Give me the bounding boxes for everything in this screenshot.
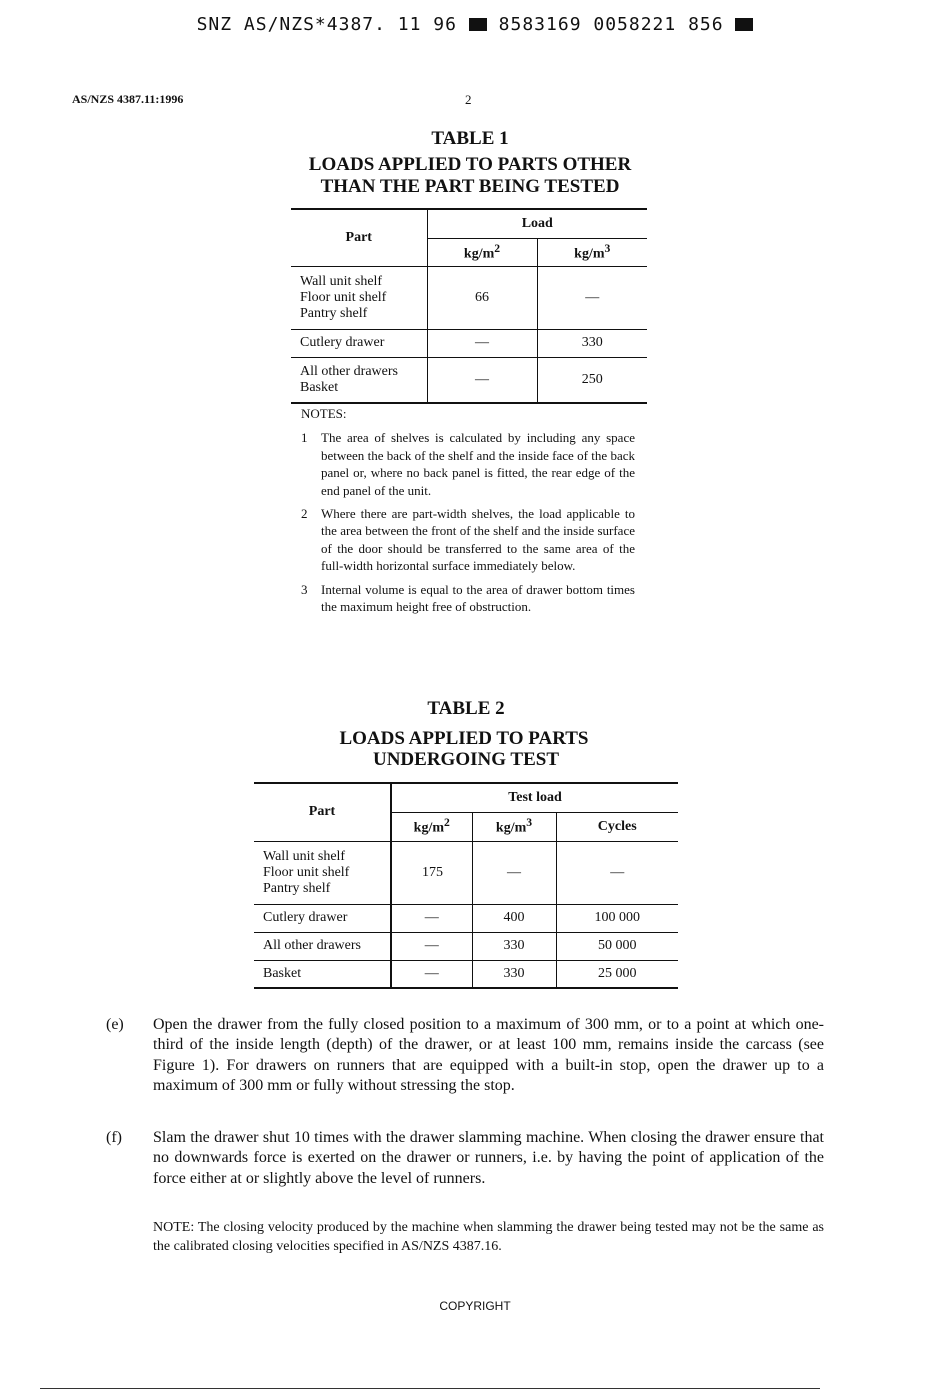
table2-part-cell: Cutlery drawer — [254, 904, 391, 932]
table-row — [254, 960, 678, 988]
table1-notes — [301, 405, 635, 621]
table2-cycles-cell: 50 000 — [598, 938, 637, 953]
table-row — [254, 932, 678, 960]
scan-code-right: 8583169 0058221 856 — [498, 14, 724, 35]
table2-title-line2: UNDERGOING TEST — [372, 749, 559, 770]
step-note: NOTE: The closing velocity produced by the machine when slamming the drawer being tested may not be the same as the calibrated closing velocities specified in AS/NZS 4387.16. — [153, 1220, 824, 1254]
table2-kgm3-cell: — — [472, 841, 556, 904]
note-item — [301, 429, 635, 499]
note-text: Where there are part-width shelves, the load applicable to the area between the front of the shelf and the inside surface of the door should be transferred to the same area of the full-width horizontal surface immediately below. — [321, 506, 635, 574]
table2-cycles-cell: 25 000 — [598, 965, 637, 981]
table2-kgm2-cell: — — [391, 932, 472, 960]
table1-kgm2-cell: — — [427, 329, 537, 357]
step-label: (f) — [106, 1129, 122, 1146]
scan-code-line — [0, 14, 950, 35]
table1-part-cell: All other drawers Basket — [291, 357, 427, 403]
step-label: (e) — [106, 1016, 124, 1033]
table1-kgm3-cell: 330 — [581, 335, 603, 350]
table1-number: TABLE 1 — [431, 128, 509, 149]
table2-kgm2-cell: — — [391, 960, 472, 988]
table1-part-cell: Wall unit shelf Floor unit shelf Pantry shelf — [291, 266, 427, 329]
table1-header-part: Part — [291, 209, 427, 266]
note-item — [301, 505, 635, 575]
scan-block-mark — [469, 18, 487, 31]
table1 — [291, 208, 647, 404]
table-row — [291, 357, 647, 403]
table1-header-load: Load — [427, 209, 647, 238]
step-text: Open the drawer from the fully closed position to a maximum of 300 mm, or to a point at which one-third of the inside length (depth) of the drawer, or at least 100 mm, remains inside the carcass (see Figure 1). For drawers on runners that are equipped with a built-in stop, open the drawer up to a maximum of 300 mm or fully without stressing the stop. — [153, 1016, 824, 1094]
table2-header-cycles: Cycles — [556, 812, 678, 841]
table1-part-cell: Cutlery drawer — [291, 329, 427, 357]
table1-header-kgm3: $kg/m^3$ — [537, 238, 647, 266]
table2-number: TABLE 2 — [427, 698, 505, 719]
note-text: The area of shelves is calculated by including any space between the back of the shelf and the inside face of the back panel or, where no back panel is fitted, the rear edge of the end panel of the unit. — [321, 430, 635, 498]
step-f — [106, 1128, 824, 1189]
copyright-footer: COPYRIGHT — [439, 1299, 511, 1313]
table2-cycles-cell: 100 000 — [594, 910, 640, 925]
table2-kgm3-cell: 330 — [472, 932, 556, 960]
table2-kgm2-cell: 175 — [391, 841, 472, 904]
table-row — [291, 329, 647, 357]
table1-kgm2-cell: 66 — [427, 266, 537, 329]
table2-header-test-load: Test load — [391, 783, 678, 812]
table2 — [254, 782, 678, 989]
table-row — [254, 904, 678, 932]
table1-title-line1: LOADS APPLIED TO PARTS OTHER — [308, 154, 632, 175]
table2-header-kgm3: $kg/m^3$ — [472, 812, 556, 841]
note-text: Internal volume is equal to the area of drawer bottom times the maximum height free of obstruction. — [321, 581, 635, 615]
document-id: AS/NZS 4387.11:1996 — [72, 92, 184, 106]
table2-part-cell: Wall unit shelf Floor unit shelf Pantry shelf — [254, 841, 391, 904]
table2-part-cell: Basket — [254, 960, 391, 988]
note-number: 1 — [301, 430, 308, 446]
table1-header-kgm2: $kg/m^2$ — [427, 238, 537, 266]
table1-kgm3-cell: 250 — [581, 371, 603, 387]
table2-kgm3-cell: 330 — [472, 960, 556, 988]
table2-kgm2-cell: — — [391, 904, 472, 932]
scan-block-mark — [735, 18, 753, 31]
step-e — [106, 1015, 824, 1096]
table2-header-part: Part — [254, 783, 391, 841]
table2-title-line1: LOADS APPLIED TO PARTS — [339, 728, 589, 749]
table2-cycles-cell: — — [610, 864, 625, 880]
table1-kgm2-cell: — — [427, 357, 537, 403]
page-number: 2 — [465, 92, 472, 107]
scan-code-left: SNZ AS/NZS*4387. 11 96 — [196, 14, 457, 35]
bottom-rule — [40, 1388, 820, 1389]
note-number: 3 — [301, 581, 308, 597]
notes-heading: NOTES: — [301, 406, 347, 421]
step-text: Slam the drawer shut 10 times with the drawer slamming machine. When closing the drawer ensure that no downwards force is exerted on the drawer or runners, i.e. by having the point of application of the force either at or slightly above the level of runners. — [153, 1129, 824, 1187]
table1-title-line2: THAN THE PART BEING TESTED — [320, 176, 620, 197]
table1-kgm3-cell: — — [585, 289, 600, 305]
table-row — [254, 841, 678, 904]
note-item — [301, 581, 635, 616]
note-number: 2 — [301, 506, 308, 522]
table2-header-kgm2: $kg/m^2$ — [391, 812, 472, 841]
table-row — [291, 266, 647, 329]
table2-part-cell: All other drawers — [254, 932, 391, 960]
table2-kgm3-cell: 400 — [472, 904, 556, 932]
